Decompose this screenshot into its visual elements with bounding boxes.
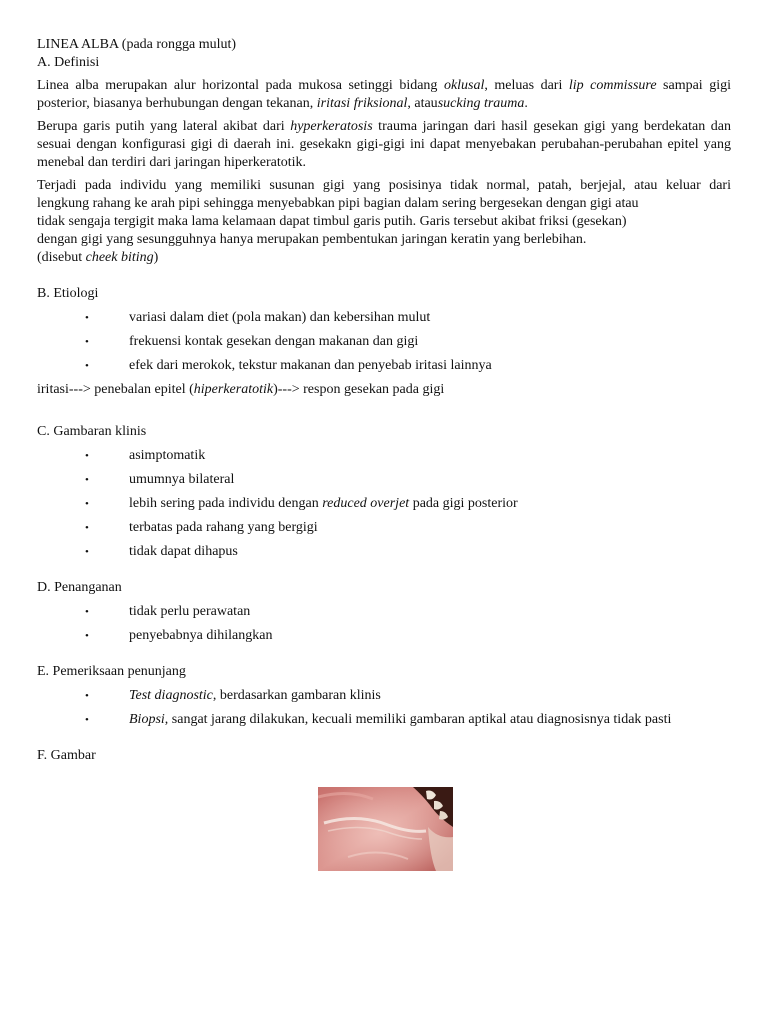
bullet-icon: •	[85, 522, 89, 534]
list-item: • terbatas pada rahang yang bergigi	[85, 520, 318, 535]
list-item: • lebih sering pada individu dengan reduced overjet pada gigi posterior	[85, 496, 518, 511]
document-page	[37, 36, 731, 871]
clinical-features-list	[37, 447, 731, 561]
definition-paragraph-2: Berupa garis putih yang lateral akibat dari hyperkeratosis trauma jaringan dari hasil gesekan gigi yang berdekatan dan sesuai dengan konfigurasi gigi di daerah ini. gesekakn gigi-gigi ini dapat menyebakan perubahan-perubahan epitel yang menebal dan terdiri dari jaringan hiperkeratotik.	[37, 119, 731, 170]
list-item: • efek dari merokok, tekstur makanan dan penyebab iritasi lainnya	[85, 358, 492, 373]
paragraph-line: (disebut cheek biting)	[37, 250, 159, 265]
etiology-list	[37, 309, 731, 375]
bullet-icon: •	[85, 690, 89, 702]
document-title: LINEA ALBA (pada rongga mulut)	[37, 37, 237, 52]
list-item: • tidak dapat dihapus	[85, 544, 238, 559]
section-f-heading: F. Gambar	[37, 748, 96, 763]
section-c-heading: C. Gambaran klinis	[37, 424, 147, 439]
bullet-icon: •	[85, 498, 89, 510]
section-d-heading: D. Penanganan	[37, 580, 122, 595]
bullet-icon: •	[85, 630, 89, 642]
bullet-icon: •	[85, 450, 89, 462]
list-item: • umumnya bilateral	[85, 472, 235, 487]
supporting-exam-list	[37, 687, 731, 729]
bullet-icon: •	[85, 360, 89, 372]
list-item: • Test diagnostic, berdasarkan gambaran klinis	[85, 688, 381, 703]
treatment-list	[37, 603, 731, 645]
paragraph-line: Terjadi pada individu yang memiliki susunan gigi yang posisinya tidak normal, patah, berjejal, atau keluar dari	[37, 178, 731, 193]
bullet-icon: •	[85, 546, 89, 558]
section-b-heading: B. Etiologi	[37, 286, 99, 301]
list-item: • tidak perlu perawatan	[85, 604, 251, 619]
paragraph-line: tidak sengaja tergigit maka lama kelamaan dapat timbul garis putih. Garis tersebut akibat friksi (gesekan)	[37, 214, 627, 229]
list-item: • variasi dalam diet (pola makan) dan kebersihan mulut	[85, 310, 431, 325]
definition-paragraph-1: Linea alba merupakan alur horizontal pada mukosa setinggi bidang oklusal, meluas dari lip commissure sampai gigi posterior, biasanya berhubungan dengan tekanan, iritasi friksional, atausucking trauma.	[37, 78, 731, 111]
section-a-heading: A. Definisi	[37, 55, 100, 70]
paragraph-line: lengkung rahang ke arah pipi sehingga menyebabkan pipi bagian dalam sering bergesekan dengan gigi atau	[37, 196, 639, 211]
definition-paragraph-3	[37, 177, 731, 267]
bullet-icon: •	[85, 606, 89, 618]
bullet-icon: •	[85, 336, 89, 348]
section-e-heading: E. Pemeriksaan penunjang	[37, 664, 186, 679]
figure-container	[37, 787, 731, 871]
bullet-icon: •	[85, 714, 89, 726]
etiology-note: iritasi---> penebalan epitel (hiperkeratotik)---> respon gesekan pada gigi	[37, 382, 445, 397]
list-item: • asimptomatik	[85, 448, 206, 463]
bullet-icon: •	[85, 312, 89, 324]
oral-mucosa-photo-icon	[318, 787, 453, 871]
list-item: • Biopsi, sangat jarang dilakukan, kecuali memiliki gambaran aptikal atau diagnosisnya tidak pasti	[85, 712, 672, 727]
bullet-icon: •	[85, 474, 89, 486]
paragraph-line: dengan gigi yang sesungguhnya hanya merupakan pembentukan jaringan keratin yang berlebihan.	[37, 232, 587, 247]
list-item: • penyebabnya dihilangkan	[85, 628, 273, 643]
list-item: • frekuensi kontak gesekan dengan makanan dan gigi	[85, 334, 419, 349]
